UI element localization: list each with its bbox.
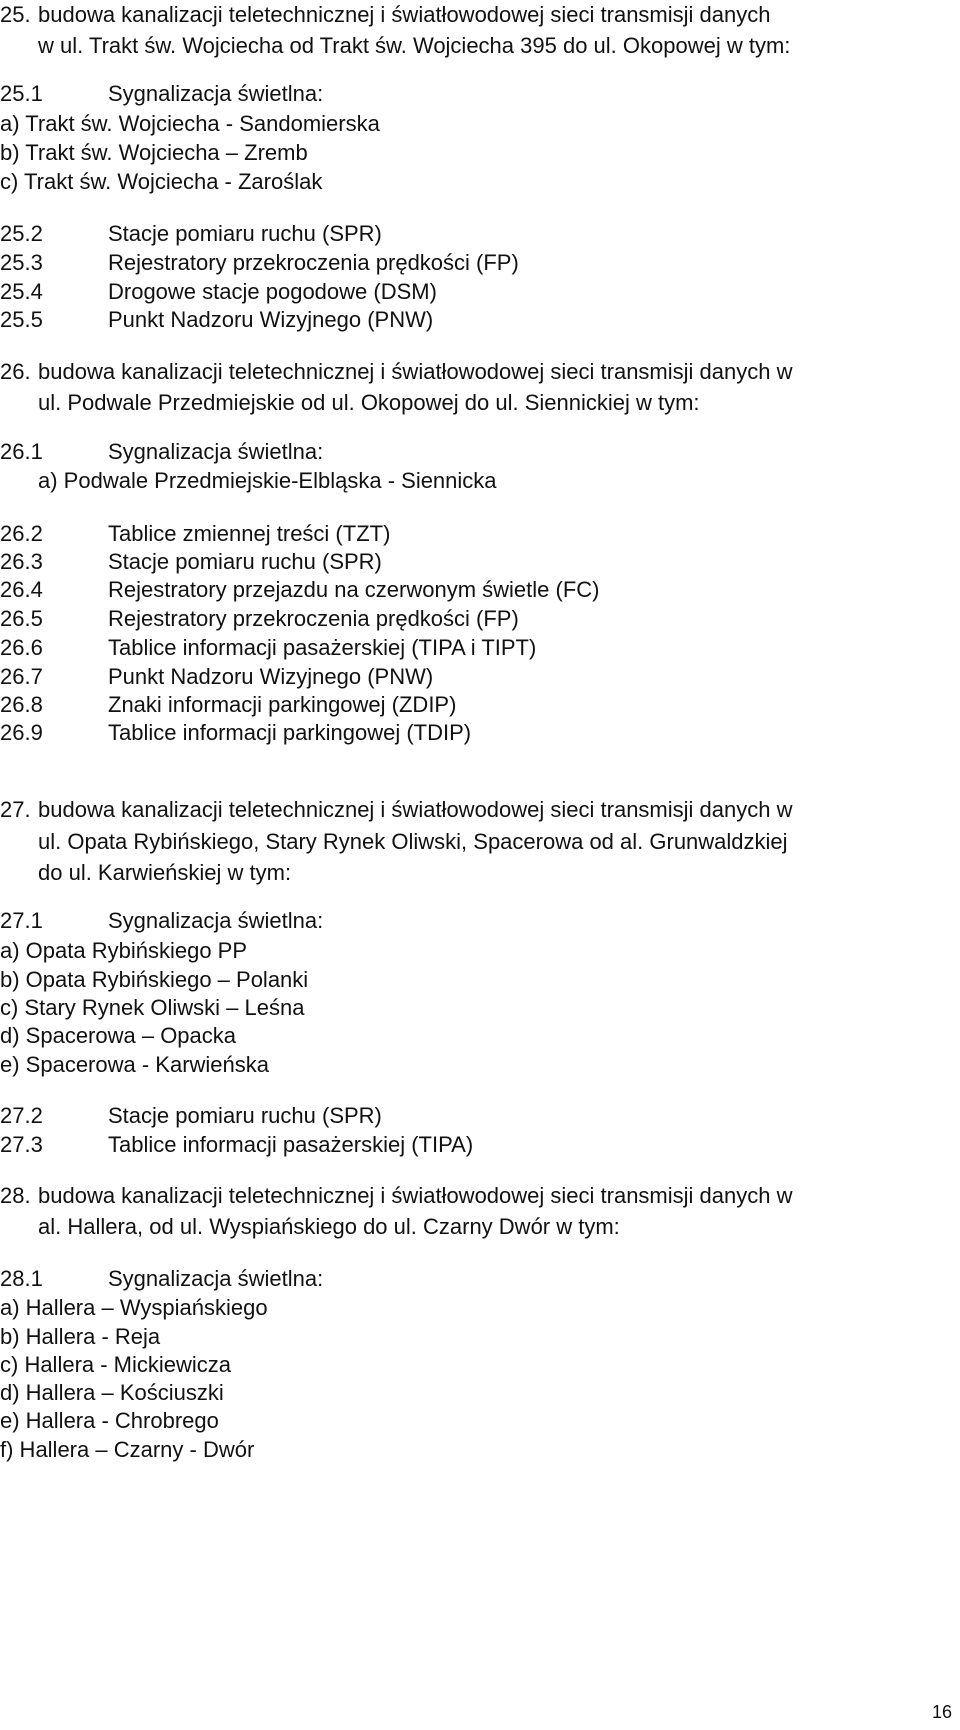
item-label: Tablice zmiennej treści (TZT) <box>108 521 391 546</box>
list-item: c) Stary Rynek Oliwski – Leśna <box>0 995 305 1020</box>
item-number: 25.5 <box>0 307 43 332</box>
item-label: Sygnalizacja świetlna: <box>108 908 324 933</box>
item-number: 27.1 <box>0 908 43 933</box>
section-heading-line: ul. Opata Rybińskiego, Stary Rynek Oliwski, Spacerowa od al. Grunwaldzkiej <box>38 829 788 854</box>
list-item: e) Hallera - Chrobrego <box>0 1408 219 1433</box>
list-item: a) Trakt św. Wojciecha - Sandomierska <box>0 111 380 136</box>
item-number: 26.5 <box>0 606 43 631</box>
item-number: 26.6 <box>0 635 43 660</box>
section-heading-line: budowa kanalizacji teletechnicznej i światłowodowej sieci transmisji danych w <box>38 1183 793 1208</box>
item-number: 26.3 <box>0 549 43 574</box>
item-label: Stacje pomiaru ruchu (SPR) <box>108 1103 382 1128</box>
item-number: 25.2 <box>0 221 43 246</box>
item-label: Stacje pomiaru ruchu (SPR) <box>108 221 382 246</box>
section-heading-line: budowa kanalizacji teletechnicznej i światłowodowej sieci transmisji danych w <box>38 359 793 384</box>
item-label: Tablice informacji parkingowej (TDIP) <box>108 720 472 745</box>
item-label: Tablice informacji pasażerskiej (TIPA i TIPT) <box>108 635 537 660</box>
section-heading-line: budowa kanalizacji teletechnicznej i światłowodowej sieci transmisji danych <box>38 2 771 27</box>
item-label: Sygnalizacja świetlna: <box>108 81 324 106</box>
section-number: 28. <box>0 1183 31 1208</box>
item-number: 27.3 <box>0 1132 43 1157</box>
item-label: Sygnalizacja świetlna: <box>108 1266 324 1291</box>
item-number: 26.9 <box>0 720 43 745</box>
list-item: d) Spacerowa – Opacka <box>0 1023 237 1048</box>
section-heading-line: budowa kanalizacji teletechnicznej i światłowodowej sieci transmisji danych w <box>38 797 793 822</box>
item-label: Stacje pomiaru ruchu (SPR) <box>108 549 382 574</box>
list-item: a) Podwale Przedmiejskie-Elbląska - Siennicka <box>38 468 497 493</box>
list-item: c) Trakt św. Wojciecha - Zaroślak <box>0 169 323 194</box>
page-number: 16 <box>932 1702 953 1722</box>
section-heading-line: do ul. Karwieńskiej w tym: <box>38 860 292 885</box>
list-item: c) Hallera - Mickiewicza <box>0 1352 232 1377</box>
item-number: 26.2 <box>0 521 43 546</box>
item-number: 26.7 <box>0 664 43 689</box>
item-number: 26.8 <box>0 692 43 717</box>
list-item: a) Hallera – Wyspiańskiego <box>0 1295 268 1320</box>
section-heading-line: ul. Podwale Przedmiejskie od ul. Okopowej do ul. Siennickiej w tym: <box>38 390 700 415</box>
section-number: 26. <box>0 359 31 384</box>
list-item: e) Spacerowa - Karwieńska <box>0 1052 270 1077</box>
item-label: Punkt Nadzoru Wizyjnego (PNW) <box>108 307 434 332</box>
list-item: b) Opata Rybińskiego – Polanki <box>0 967 309 992</box>
section-heading-line: w ul. Trakt św. Wojciecha od Trakt św. Wojciecha 395 do ul. Okopowej w tym: <box>38 33 791 58</box>
item-label: Drogowe stacje pogodowe (DSM) <box>108 279 437 304</box>
item-number: 28.1 <box>0 1266 43 1291</box>
item-label: Rejestratory przejazdu na czerwonym świetle (FC) <box>108 577 600 602</box>
item-number: 26.4 <box>0 577 43 602</box>
section-heading-line: al. Hallera, od ul. Wyspiańskiego do ul. Czarny Dwór w tym: <box>38 1214 620 1239</box>
list-item: b) Hallera - Reja <box>0 1324 161 1349</box>
list-item: b) Trakt św. Wojciecha – Zremb <box>0 140 308 165</box>
item-label: Rejestratory przekroczenia prędkości (FP) <box>108 606 519 631</box>
item-label: Rejestratory przekroczenia prędkości (FP) <box>108 250 519 275</box>
list-item: f) Hallera – Czarny - Dwór <box>0 1437 255 1462</box>
item-number: 27.2 <box>0 1103 43 1128</box>
item-label: Tablice informacji pasażerskiej (TIPA) <box>108 1132 474 1157</box>
item-number: 25.3 <box>0 250 43 275</box>
item-number: 25.4 <box>0 279 43 304</box>
item-label: Znaki informacji parkingowej (ZDIP) <box>108 692 457 717</box>
list-item: a) Opata Rybińskiego PP <box>0 938 248 963</box>
item-number: 25.1 <box>0 81 43 106</box>
item-number: 26.1 <box>0 439 43 464</box>
section-number: 25. <box>0 2 31 27</box>
item-label: Punkt Nadzoru Wizyjnego (PNW) <box>108 664 434 689</box>
list-item: d) Hallera – Kościuszki <box>0 1380 224 1405</box>
section-number: 27. <box>0 797 31 822</box>
item-label: Sygnalizacja świetlna: <box>108 439 324 464</box>
